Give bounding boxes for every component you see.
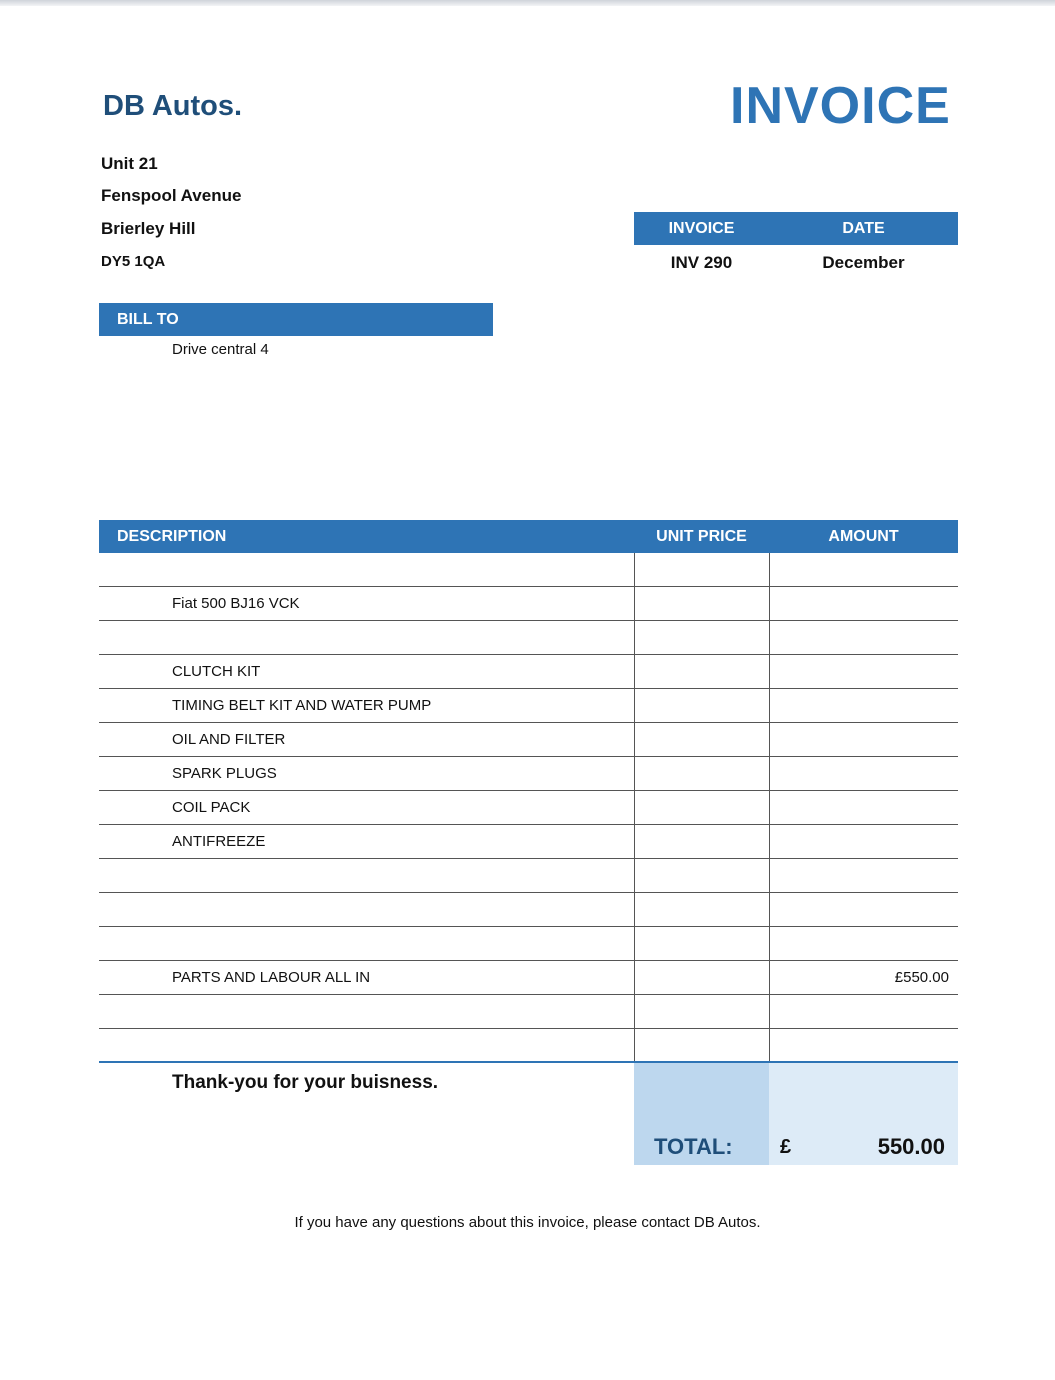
table-row	[99, 791, 958, 825]
row-description: COIL PACK	[172, 799, 251, 816]
table-row	[99, 587, 958, 621]
invoice-number: INV 290	[670, 253, 733, 272]
invoice-date: December	[822, 253, 905, 272]
table-row	[99, 621, 958, 655]
table-row	[99, 859, 958, 893]
unit-price-column-divider	[634, 553, 635, 1062]
company-name: DB Autos.	[103, 90, 243, 122]
table-row	[99, 927, 958, 961]
table-row	[99, 995, 958, 1029]
bill-to-value: Drive central 4	[172, 341, 269, 358]
address-line-2: Fenspool Avenue	[101, 186, 242, 205]
thank-you-message: Thank-you for your buisness.	[172, 1072, 439, 1093]
row-amount: £550.00	[894, 969, 949, 986]
table-row	[99, 1029, 958, 1063]
table-row	[99, 723, 958, 757]
table-row	[99, 689, 958, 723]
row-description: PARTS AND LABOUR ALL IN	[172, 969, 371, 986]
line-items-header	[99, 520, 958, 553]
total-currency-symbol: £	[780, 1136, 792, 1158]
invoice-meta-values	[634, 246, 958, 279]
row-description: TIMING BELT KIT AND WATER PUMP	[172, 697, 432, 714]
amount-column-divider	[769, 553, 770, 1062]
address-postcode: DY5 1QA	[101, 253, 166, 270]
address-line-3: Brierley Hill	[101, 219, 196, 238]
unit-price-column-header: UNIT PRICE	[656, 528, 747, 545]
row-description: ANTIFREEZE	[172, 833, 266, 850]
invoice-number-label: INVOICE	[668, 220, 735, 237]
row-description: CLUTCH KIT	[172, 663, 261, 680]
table-row	[99, 961, 958, 995]
description-column-header: DESCRIPTION	[117, 528, 227, 545]
table-row	[99, 655, 958, 689]
document-title: INVOICE	[730, 77, 951, 135]
footer-contact-note: If you have any questions about this invoice, please contact DB Autos.	[294, 1214, 761, 1231]
table-row	[99, 825, 958, 859]
date-label: DATE	[842, 220, 885, 237]
invoice-meta-header	[634, 212, 958, 245]
table-row	[99, 893, 958, 927]
page-top-edge	[0, 0, 1055, 6]
amount-column-header: AMOUNT	[828, 528, 899, 545]
row-description: Fiat 500 BJ16 VCK	[172, 595, 300, 612]
line-items-table	[99, 553, 958, 1063]
total-amount: 550.00	[877, 1134, 945, 1159]
address-line-1: Unit 21	[101, 154, 158, 173]
bill-to-header: BILL TO	[99, 303, 493, 336]
total-label: TOTAL:	[654, 1134, 733, 1159]
row-description: OIL AND FILTER	[172, 731, 286, 748]
table-row	[99, 553, 958, 587]
row-description: SPARK PLUGS	[172, 765, 277, 782]
table-row	[99, 757, 958, 791]
